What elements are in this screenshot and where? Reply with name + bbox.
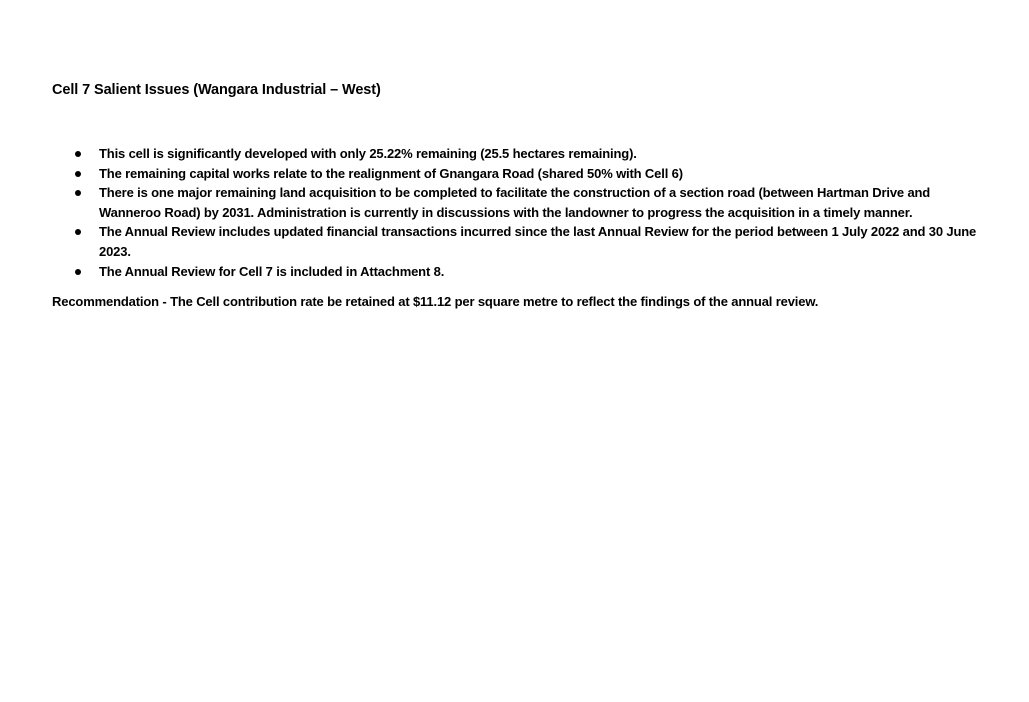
- list-item: [52, 262, 992, 282]
- salient-issues-list: [52, 144, 992, 281]
- recommendation-text: Recommendation - The Cell contribution rate be retained at $11.12 per square metre to reflect the findings of the annual review.: [52, 294, 819, 309]
- list-item-text: This cell is significantly developed with only 25.22% remaining (25.5 hectares remaining).: [99, 146, 637, 161]
- list-item-text: The remaining capital works relate to the realignment of Gnangara Road (shared 50% with Cell 6): [99, 165, 683, 181]
- list-item-text: There is one major remaining land acquisition to be completed to facilitate the construction of a section road (between Hartman Drive and Wanneroo Road) by 2031. Administration is currently in discussions with the landowner to progress the acquisition in a timely manner.: [99, 185, 931, 220]
- list-item: [52, 144, 992, 164]
- list-item-text: The Annual Review includes updated financial transactions incurred since the last Annual Review for the period between 1 July 2022 and 30 June 2023.: [99, 224, 977, 259]
- bullet-icon: [75, 171, 81, 177]
- bullet-icon: [75, 151, 81, 157]
- list-item: [52, 222, 992, 261]
- list-item: [52, 183, 992, 222]
- list-item: [52, 164, 992, 184]
- section-heading: Cell 7 Salient Issues (Wangara Industrial – West): [52, 82, 381, 98]
- bullet-icon: [75, 229, 81, 235]
- bullet-icon: [75, 269, 81, 275]
- bullet-icon: [75, 190, 81, 196]
- list-item-text: The Annual Review for Cell 7 is included in Attachment 8.: [99, 263, 445, 279]
